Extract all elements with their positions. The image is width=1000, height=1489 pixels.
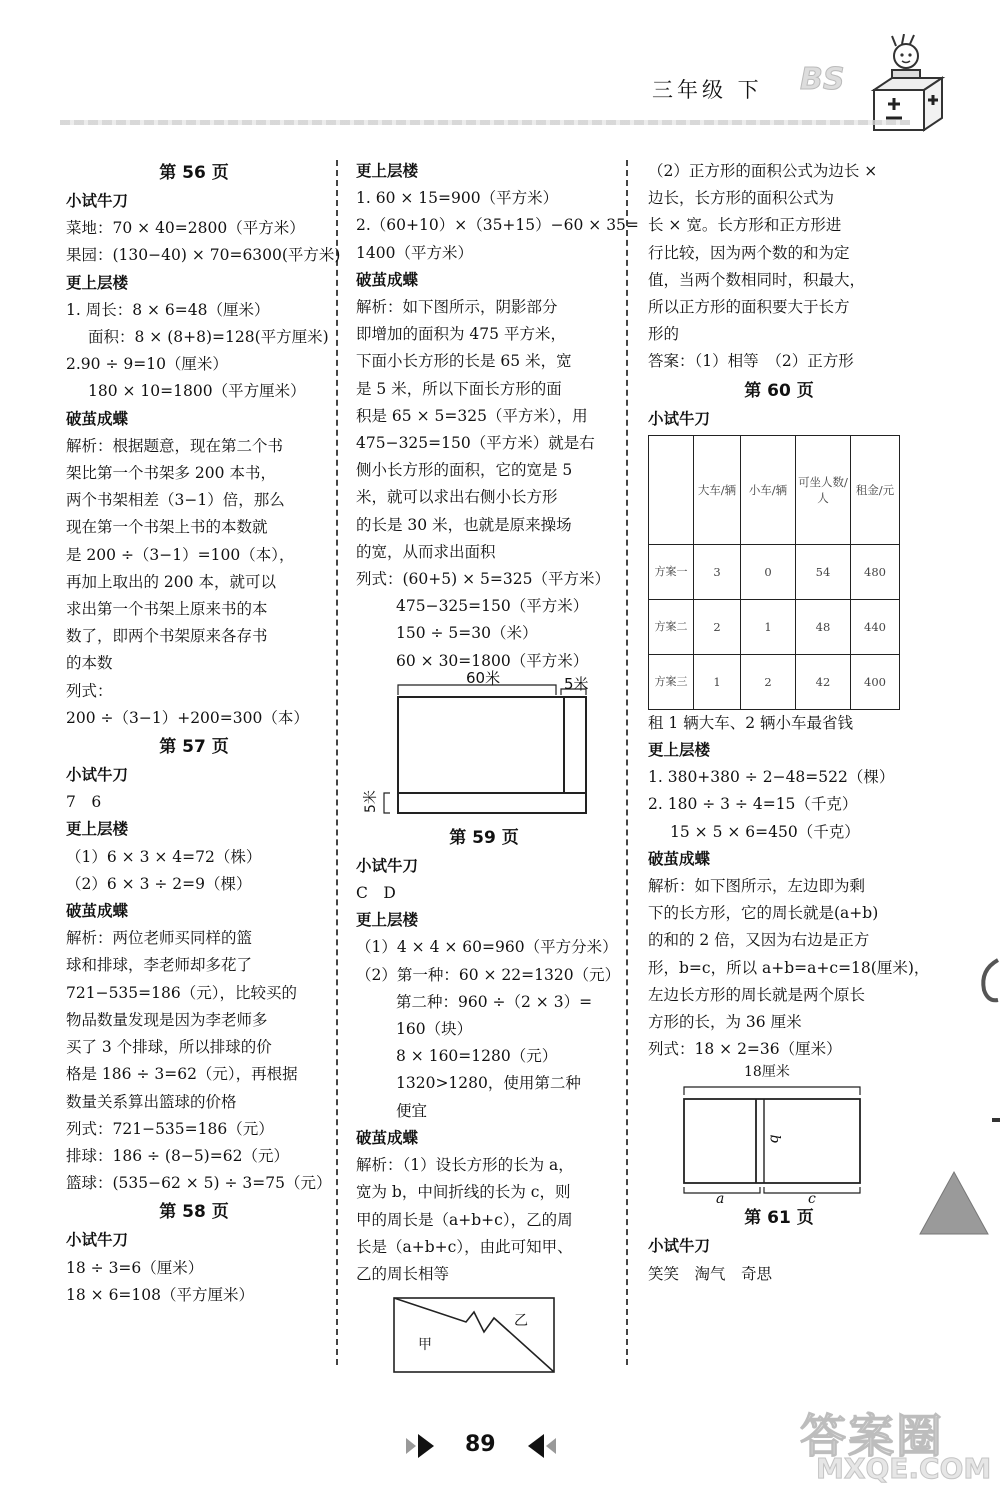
answer-line: （1）6 × 3 × 4=72（株） [66, 847, 262, 866]
answer-line: 买了 3 个排球，所以排球的价 [66, 1038, 272, 1057]
answer-line: 的宽，从而求出面积 [356, 542, 496, 561]
answer-line: 的本数 [66, 654, 113, 673]
rectangle-figure [648, 1063, 910, 1208]
section-heading: 小试牛刀 [356, 856, 419, 875]
table-row [649, 654, 900, 709]
section-heading: 破茧成蝶 [648, 849, 711, 868]
answer-line: 15 × 5 × 6=450（千克） [670, 822, 860, 841]
answer-line: 格是 186 ÷ 3=62（元），再根据 [66, 1065, 298, 1084]
table-cell: 3 [694, 544, 741, 599]
answer-line: C D [356, 884, 396, 903]
answer-line: 再加上取出的 200 本，就可以 [66, 572, 276, 591]
answer-line: 球和排球，李老师却多花了 [66, 956, 253, 975]
table-header-cell: 租金/元 [851, 435, 900, 544]
answer-line: 7 6 [66, 793, 102, 812]
playground-figure [356, 668, 612, 823]
answer-line: （2）正方形的面积公式为边长 × [648, 162, 878, 180]
table-cell: 54 [796, 544, 851, 599]
figure-label-a: 甲 [418, 1337, 432, 1354]
table-cell: 1 [741, 599, 796, 654]
table-header-cell: 小车/辆 [741, 435, 796, 544]
answer-line: 160（块） [396, 1020, 473, 1039]
section-heading: 更上层楼 [356, 162, 419, 180]
table-cell: 方案二 [649, 599, 694, 654]
answer-line: （2）第一种：60 × 22=1320（元） [356, 965, 621, 984]
answer-line: 是 200 ÷（3−1）=100（本）， [66, 545, 295, 564]
answer-line: 所以正方形的面积要大于长方 [648, 298, 850, 317]
answer-line: 值，当两个数相同时，积最大， [648, 270, 866, 289]
section-heading: 小试牛刀 [648, 1237, 711, 1256]
answer-line: 篮球：(535−62 × 5) ÷ 3=75（元） [66, 1174, 332, 1193]
answer-line: 列式：18 × 2=36（厘米） [648, 1040, 842, 1059]
answer-line: 物品数量发现是因为李老师多 [66, 1010, 268, 1029]
answer-line: 左边长方形的周长就是两个原长 [648, 985, 866, 1004]
figure-label-a: a [716, 1191, 725, 1208]
edge-mark-icon [972, 940, 1000, 1140]
section-heading: 小试牛刀 [66, 192, 129, 210]
page-number: 89 [465, 1432, 496, 1457]
answer-line: 形，b=c，所以 a+b=a+c=18(厘米)， [648, 958, 930, 977]
answer-line: 现在第一个书架上书的本数就 [66, 518, 268, 537]
answer-line: 果园：(130−40) × 70=6300(平方米) [66, 246, 341, 265]
answer-line: 2.90 ÷ 9=10（厘米） [66, 355, 228, 374]
answer-line: 求出第一个书架上原来书的本 [66, 600, 268, 619]
answer-line: 便宜 [396, 1101, 428, 1120]
table-cell: 480 [851, 544, 900, 599]
figure-label-left: 5米 [363, 789, 379, 813]
answer-line: 1. 380+380 ÷ 2−48=522（棵） [648, 768, 895, 787]
answer-line: 方形的长，为 36 厘米 [648, 1013, 802, 1032]
table-header-cell: 可坐人数/人 [796, 435, 851, 544]
answer-line: 笑笑 淘气 奇思 [648, 1264, 773, 1283]
answer-line: 1. 60 × 15=900（平方米） [356, 189, 559, 208]
section-heading: 更上层楼 [356, 911, 419, 930]
answer-line: 答案：（1）相等 （2）正方形 [648, 352, 854, 371]
table-cell: 1 [694, 654, 741, 709]
figure-label-right: 5米 [564, 674, 589, 693]
section-heading: 更上层楼 [66, 820, 129, 839]
answer-line: 8 × 160=1280（元） [396, 1047, 558, 1066]
answer-line: 排球：186 ÷ (8−5)=62（元） [66, 1146, 289, 1165]
table-cell: 方案三 [649, 654, 694, 709]
answer-line: 数量关系算出篮球的价格 [66, 1092, 237, 1111]
answer-line: 721−535=186（元），比较买的 [66, 983, 297, 1002]
answer-line: 2.（60+10）×（35+15）−60 × 35= [356, 216, 639, 235]
table-cell: 方案一 [649, 544, 694, 599]
fold-figure [356, 1292, 612, 1378]
page-heading: 第 56 页 [159, 163, 229, 183]
section-heading: 小试牛刀 [66, 766, 129, 785]
table-cell: 2 [694, 599, 741, 654]
right-arrow-icon [404, 1432, 444, 1460]
answer-line: 60 × 30=1800（平方米） [396, 651, 589, 670]
answer-line: 两个书架相差（3−1）倍，那么 [66, 491, 285, 510]
answer-line: 解析：两位老师买同样的篮 [66, 929, 253, 948]
figure-label-b: 乙 [514, 1313, 528, 1330]
answer-line: 下的长方形，它的周长就是(a+b) [648, 904, 879, 923]
watermark-url: MXQE.COM [816, 1452, 992, 1485]
answer-line: 2. 180 ÷ 3 ÷ 4=15（千克） [648, 795, 858, 814]
answer-line: 解析：如下图所示，阴影部分 [356, 298, 558, 317]
answer-line: 18 ÷ 3=6（厘米） [66, 1258, 204, 1277]
answer-line: 行比较，因为两个数的和为定 [648, 243, 850, 262]
answer-line: 形的 [648, 325, 680, 344]
table-header-row [649, 435, 900, 544]
answer-line: 租 1 辆大车、2 辆小车最省钱 [648, 713, 854, 732]
section-heading: 更上层楼 [648, 741, 711, 760]
answer-line: 475−325=150（平方米）就是右 [356, 434, 595, 453]
answer-line: 边长，长方形的面积公式为 [648, 189, 835, 208]
answer-line: 菜地：70 × 40=2800（平方米） [66, 219, 305, 238]
answer-line: 甲的周长是（a+b+c），乙的周 [356, 1210, 573, 1229]
answer-line: 200 ÷（3−1）+200=300（本） [66, 708, 309, 727]
mascot-icon [868, 34, 948, 134]
answer-line: 475−325=150（平方米） [396, 597, 589, 616]
answer-line: 宽为 b，中间折线的长为 c，则 [356, 1183, 571, 1202]
answer-line: 架比第一个书架多 200 本书， [66, 464, 276, 483]
table-cell: 400 [851, 654, 900, 709]
left-arrow-icon [518, 1432, 558, 1460]
answer-line: 列式： [66, 681, 113, 700]
answer-line: 解析：（1）设长方形的长为 a， [356, 1156, 574, 1175]
column-3 [648, 158, 930, 1288]
answer-line: 侧小长方形的面积，它的宽是 5 [356, 461, 573, 480]
table-row [649, 599, 900, 654]
header-divider [60, 120, 910, 125]
answer-line: 乙的周长相等 [356, 1264, 450, 1283]
series-logo: BS [800, 62, 845, 97]
answer-line: 下面小长方形的长是 65 米，宽 [356, 352, 572, 371]
page-heading: 第 60 页 [744, 380, 814, 401]
section-heading: 破茧成蝶 [356, 1128, 419, 1147]
answer-line: 18 × 6=108（平方厘米） [66, 1285, 254, 1304]
section-heading: 破茧成蝶 [66, 409, 129, 428]
answer-line: 第二种：960 ÷（2 × 3）= [396, 992, 593, 1011]
page-heading: 第 57 页 [159, 737, 229, 758]
column-2 [356, 158, 639, 1378]
figure-label-top: 18厘米 [744, 1064, 790, 1081]
answer-line: 长 × 宽。长方形和正方形进 [648, 216, 842, 235]
answer-line: 长是（a+b+c），由此可知甲、 [356, 1237, 573, 1256]
section-heading: 小试牛刀 [66, 1231, 129, 1250]
figure-label-b: b [766, 1134, 783, 1144]
answer-line: 即增加的面积为 475 平方米， [356, 325, 566, 344]
page-heading: 第 61 页 [744, 1208, 814, 1229]
section-heading: 更上层楼 [66, 273, 129, 292]
answer-line: 列式：(60+5) × 5=325（平方米） [356, 570, 610, 589]
table-cell: 42 [796, 654, 851, 709]
page-heading: 第 59 页 [449, 827, 519, 848]
answer-line: 是 5 米，所以下面长方形的面 [356, 379, 562, 398]
table-cell: 48 [796, 599, 851, 654]
column-1 [66, 158, 341, 1309]
answer-line: 1320>1280，使用第二种 [396, 1074, 581, 1093]
page-heading: 第 58 页 [159, 1202, 229, 1223]
answer-line: 1. 周长：8 × 6=48（厘米） [66, 300, 270, 319]
answer-line: 米，就可以求出右侧小长方形 [356, 488, 558, 507]
table-cell: 440 [851, 599, 900, 654]
page-header [0, 0, 1000, 150]
answer-line: （2）6 × 3 ÷ 2=9（棵） [66, 874, 252, 893]
figure-label-top: 60米 [466, 668, 501, 687]
triangle-icon [918, 1168, 990, 1238]
answer-line: 1400（平方米） [356, 243, 473, 262]
section-heading: 破茧成蝶 [356, 270, 419, 289]
table-cell: 0 [741, 544, 796, 599]
section-heading: 小试牛刀 [648, 409, 711, 428]
answer-line: 180 × 10=1800（平方厘米） [88, 382, 306, 401]
answer-line: 数了，即两个书架原来各存书 [66, 627, 268, 646]
answer-line: 积是 65 × 5=325（平方米），用 [356, 406, 588, 425]
table-cell: 2 [741, 654, 796, 709]
answer-line: （1）4 × 4 × 60=960（平方分米） [356, 938, 618, 957]
table-header-cell: 大车/辆 [694, 435, 741, 544]
watermark-logo: 答案圈 [800, 1409, 944, 1463]
table-header-cell [649, 435, 694, 544]
answer-line: 解析：如下图所示，左边即为剩 [648, 877, 866, 896]
answer-line: 列式：721−535=186（元） [66, 1119, 274, 1138]
rental-plan-table [648, 435, 900, 710]
answer-line: 面积：8 × (8+8)=128(平方厘米) [88, 328, 329, 347]
table-row [649, 544, 900, 599]
figure-label-c: c [808, 1191, 816, 1208]
grade-label: 三年级 下 [652, 78, 763, 102]
answer-line: 150 ÷ 5=30（米） [396, 624, 538, 643]
answer-line: 解析：根据题意，现在第二个书 [66, 436, 284, 455]
column-divider [626, 160, 628, 1365]
answer-line: 的和的 2 倍，又因为右边是正方 [648, 931, 870, 950]
answer-line: 的长是 30 米，也就是原来操场 [356, 515, 572, 534]
section-heading: 破茧成蝶 [66, 902, 129, 921]
column-divider [336, 160, 338, 1365]
